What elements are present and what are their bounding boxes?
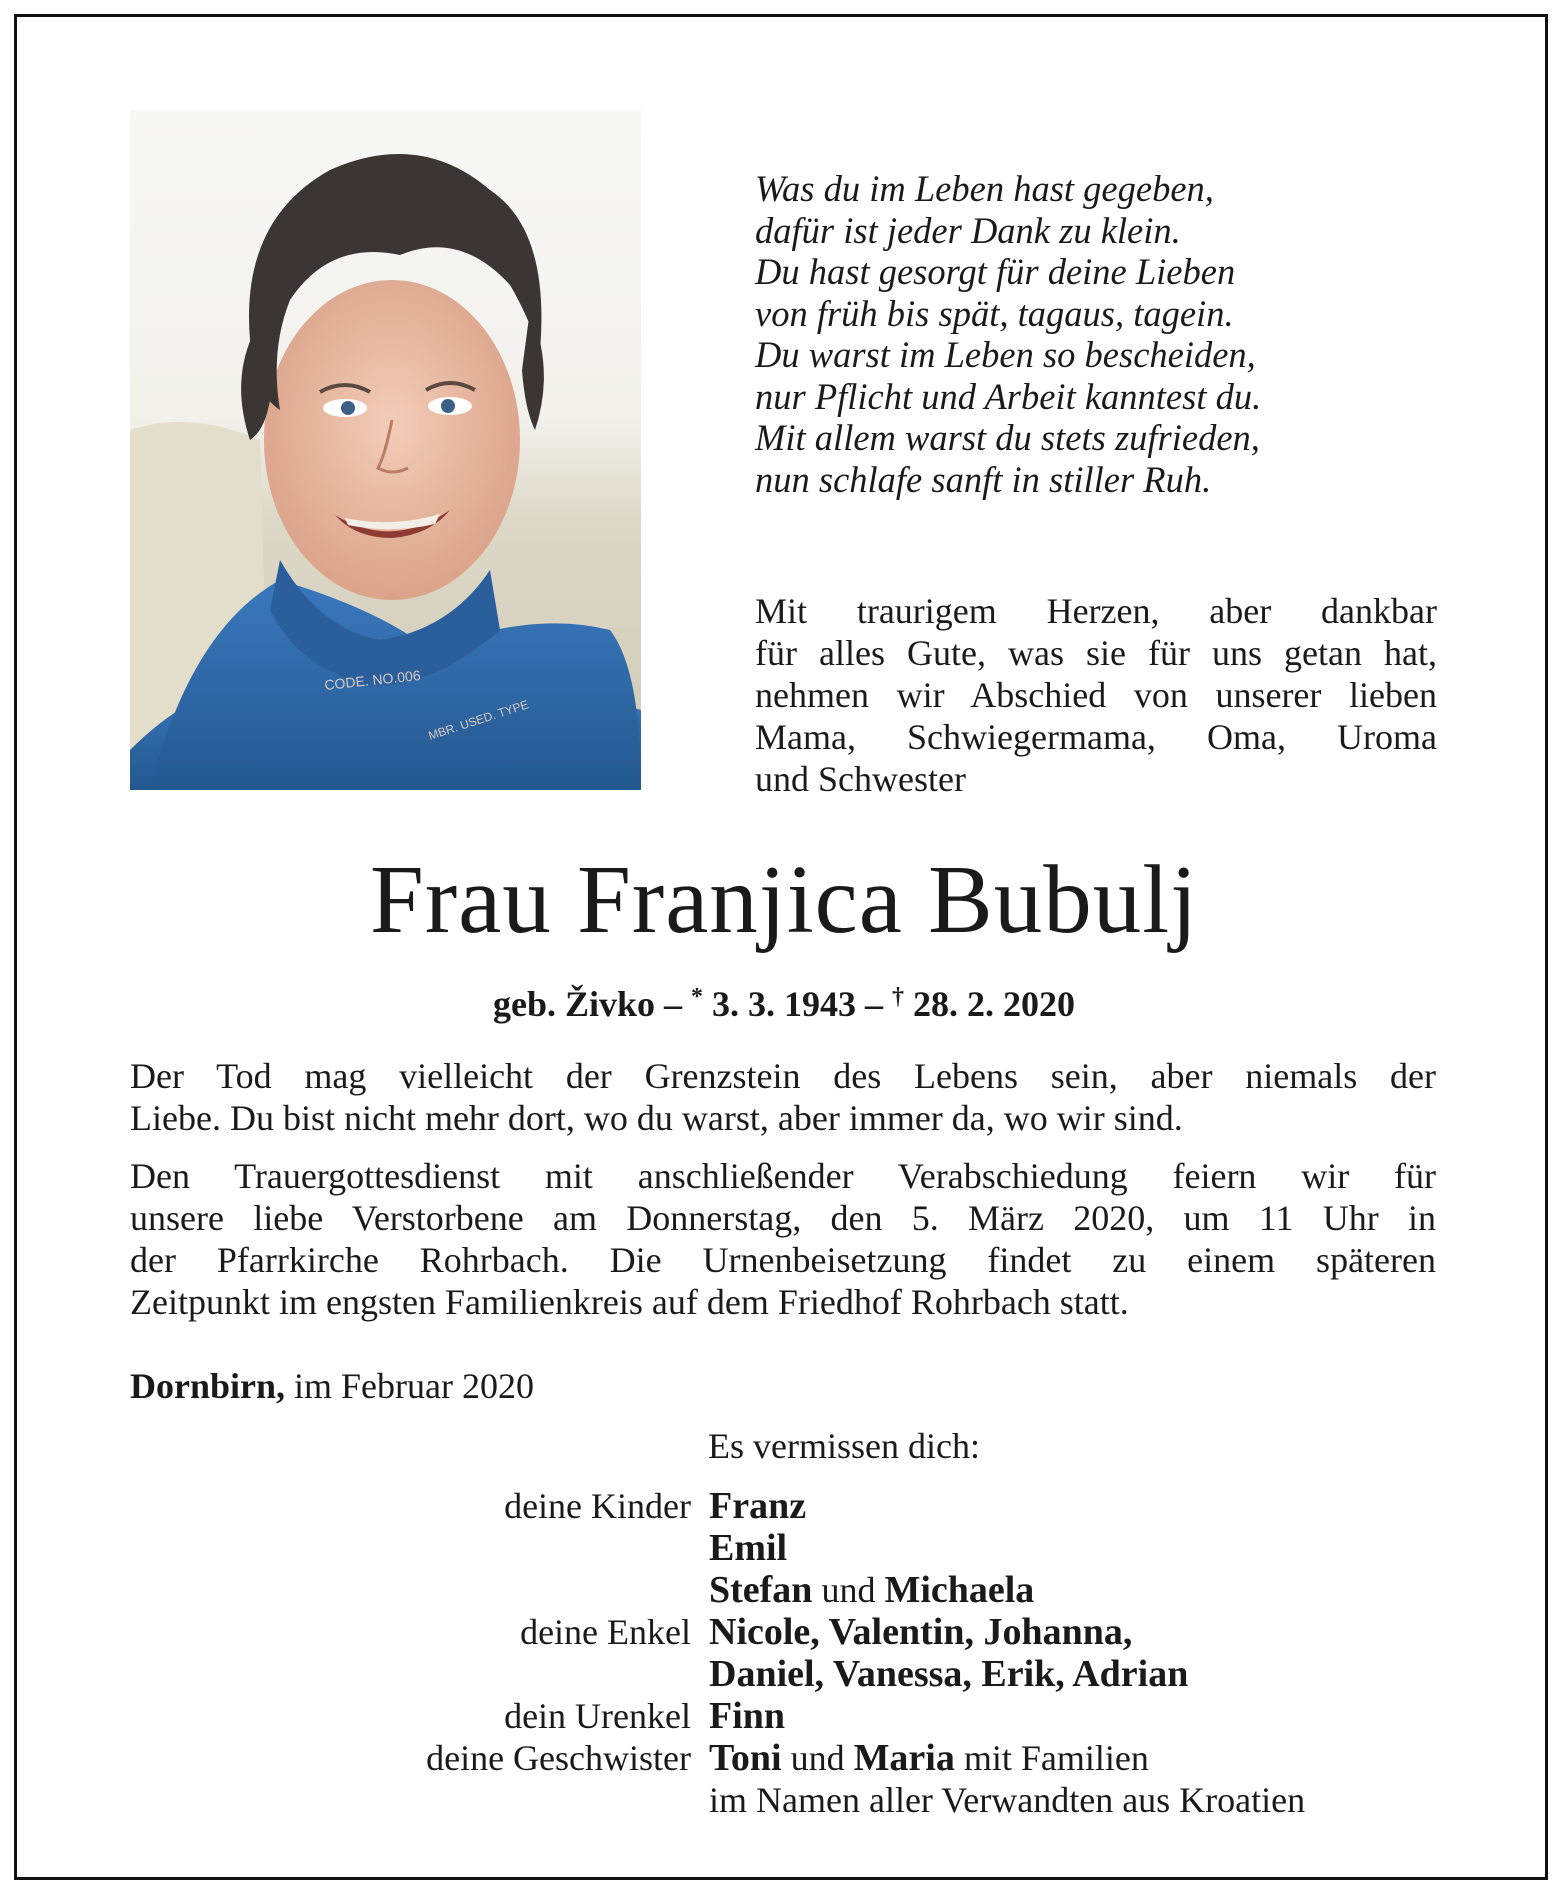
family-row-children bbox=[0, 1485, 1568, 1527]
sibling-suffix: mit Familien bbox=[954, 1738, 1149, 1778]
paragraph-line: unsere liebe Verstorbene am Donnerstag, den 5. März 2020, um 11 Uhr in bbox=[130, 1198, 1436, 1238]
family-row-children-2 bbox=[0, 1527, 1568, 1569]
conjunction: und bbox=[781, 1738, 854, 1778]
intro-text bbox=[755, 590, 1437, 800]
poem-line: Mit allem warst du stets zufrieden, bbox=[755, 417, 1260, 458]
grandchildren-label: deine Enkel bbox=[520, 1612, 691, 1652]
paragraph-line: Der Tod mag vielleicht der Grenzstein des Lebens sein, aber niemals der bbox=[130, 1056, 1436, 1096]
child-name: Emil bbox=[709, 1527, 788, 1569]
death-date: 28. 2. 2020 bbox=[904, 984, 1076, 1024]
family-row-grandchildren-2 bbox=[0, 1653, 1568, 1695]
poem-line: nur Pflicht und Arbeit kanntest du. bbox=[755, 375, 1262, 417]
star-symbol: * bbox=[691, 984, 704, 1010]
family-row-great-grandchild bbox=[0, 1695, 1568, 1737]
portrait-image bbox=[130, 110, 641, 790]
grandchildren-names: Nicole, Valentin, Johanna, bbox=[709, 1611, 1133, 1653]
family-row-relatives bbox=[0, 1779, 1568, 1821]
child-name: Franz bbox=[709, 1485, 807, 1527]
svg-text:CODE. NO.006: CODE. NO.006 bbox=[323, 666, 422, 693]
poem bbox=[755, 168, 1455, 500]
place-month: im Februar 2020 bbox=[285, 1366, 534, 1406]
poem-line: Du hast gesorgt für deine Lieben bbox=[755, 251, 1236, 292]
poem-line: von früh bis spät, tagaus, tagein. bbox=[755, 292, 1234, 334]
conjunction: und bbox=[812, 1570, 885, 1610]
service-paragraph bbox=[130, 1155, 1436, 1323]
cross-symbol: † bbox=[892, 984, 905, 1010]
poem-line: dafür ist jeder Dank zu klein. bbox=[755, 209, 1181, 251]
poem-line: Du warst im Leben so bescheiden, bbox=[755, 334, 1256, 375]
family-row-grandchildren bbox=[0, 1611, 1568, 1653]
portrait-photo bbox=[130, 110, 641, 790]
great-grandchild-name: Finn bbox=[709, 1695, 786, 1737]
sibling-name: Maria bbox=[853, 1737, 955, 1779]
child-name: Stefan bbox=[709, 1569, 813, 1611]
paragraph-line: Zeitpunkt im engsten Familienkreis auf dem Friedhof Rohrbach statt. bbox=[130, 1282, 1129, 1322]
relatives-line: im Namen aller Verwandten aus Kroatien bbox=[709, 1780, 1306, 1820]
poem-line: Was du im Leben hast gegeben, bbox=[755, 168, 1214, 209]
place-date bbox=[130, 1365, 534, 1407]
intro-line: für alles Gute, was sie für uns getan hat, bbox=[755, 633, 1437, 673]
child-name: Michaela bbox=[884, 1569, 1035, 1611]
birth-date: 3. 3. 1943 – bbox=[703, 984, 893, 1024]
paragraph-line: der Pfarrkirche Rohrbach. Die Urnenbeisetzung findet zu einem späteren bbox=[130, 1240, 1436, 1280]
paragraph-line: Den Trauergottesdienst mit anschließender Verabschiedung feiern wir für bbox=[130, 1156, 1436, 1196]
sibling-name: Toni bbox=[709, 1737, 782, 1779]
siblings-label: deine Geschwister bbox=[426, 1738, 691, 1778]
family-heading: Es vermissen dich: bbox=[708, 1426, 980, 1466]
grandchildren-names: Daniel, Vanessa, Erik, Adrian bbox=[709, 1653, 1189, 1695]
intro-line: und Schwester bbox=[755, 759, 966, 799]
family-row-siblings bbox=[0, 1737, 1568, 1779]
intro-line: nehmen wir Abschied von unserer lieben bbox=[755, 675, 1437, 715]
paragraph-line: Liebe. Du bist nicht mehr dort, wo du warst, aber immer da, wo wir sind. bbox=[130, 1098, 1183, 1138]
place-city: Dornbirn, bbox=[130, 1366, 286, 1406]
intro-line: Mama, Schwiegermama, Oma, Uroma bbox=[755, 717, 1437, 757]
children-label: deine Kinder bbox=[504, 1486, 691, 1526]
birth-name: geb. Živko – bbox=[492, 984, 692, 1024]
svg-text:MBR. USED. TYPE: MBR. USED. TYPE bbox=[426, 697, 531, 743]
intro-line: Mit traurigem Herzen, aber dankbar bbox=[755, 591, 1437, 631]
quote-paragraph bbox=[130, 1055, 1436, 1139]
deceased-name: Frau Franjica Bubulj bbox=[369, 846, 1199, 953]
child-names bbox=[709, 1569, 1034, 1611]
sibling-names bbox=[709, 1737, 1149, 1779]
life-dates bbox=[0, 975, 1568, 1026]
poem-line: nun schlafe sanft in stiller Ruh. bbox=[755, 458, 1212, 500]
great-grandchild-label: dein Urenkel bbox=[504, 1696, 691, 1736]
family-row-children-3 bbox=[0, 1569, 1568, 1611]
